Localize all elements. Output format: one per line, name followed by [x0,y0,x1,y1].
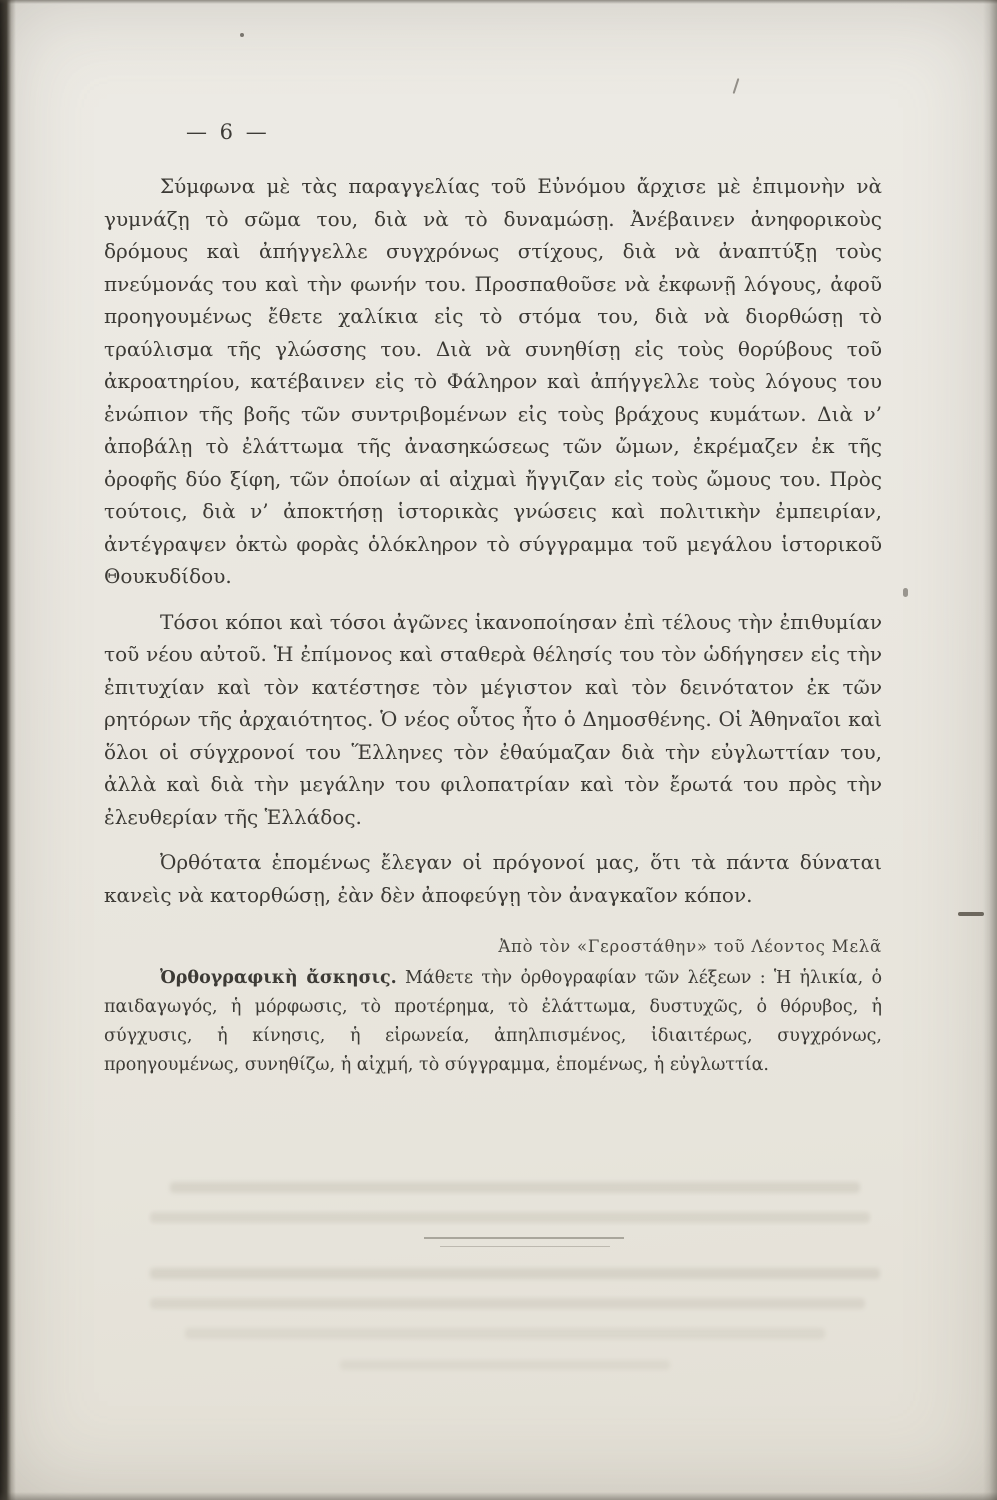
scan-speck [903,588,908,597]
bleed-through-artifact [185,1328,825,1339]
exercise-paragraph [104,964,882,1080]
page-text [104,170,882,1093]
exercise-title: Ὀρθογραφικὴ ἄσκησις. [160,967,397,988]
bleed-through-rule [440,1246,610,1247]
scan-edge-left [0,0,16,1500]
scan-edge-right [983,0,997,1500]
scan-edge-top [0,0,997,4]
bleed-through-artifact [340,1360,670,1370]
attribution: Ἀπὸ τὸν «Γεροστάθην» τοῦ Λέοντος Μελᾶ [498,937,882,956]
bleed-through-artifact [170,1182,860,1193]
bleed-through-artifact [150,1212,870,1223]
margin-mark [958,912,984,916]
paragraph: Σύμφωνα μὲ τὰς παραγγελίας τοῦ Εὐνόμου ἄρχισε μὲ ἐπιμονὴν νὰ γυμνάζῃ τὸ σῶμα του, διὰ νὰ τὸ δυναμώσῃ. Ἀνέβαινεν ἀνηφορικοὺς δρόμους καὶ ἀπήγγελλε συγχρόνως στίχους, διὰ νὰ ἀναπτύξῃ τοὺς πνεύμονάς του καὶ τὴν φωνήν του. Προσπαθοῦσε νὰ ἐκφωνῇ λόγους, ἀφοῦ προηγουμένως ἔθετε χαλίκια εἰς τὸ στόμα του, διὰ νὰ διορθώσῃ τὸ τραύλισμα τῆς γλώσσης του. Διὰ νὰ συνηθίσῃ εἰς τοὺς θορύβους τοῦ ἀκροατηρίου, κατέβαινεν εἰς τὸ Φάληρον καὶ ἀπήγγελλε τοὺς λόγους του ἐνώπιον τῆς βοῆς τῶν συντριβομένων εἰς τοὺς βράχους κυμάτων. Διὰ ν’ ἀποβάλῃ τὸ ἐλάττωμα τῆς ἀνασηκώσεως τῶν ὤμων, ἐκρέμαζεν ἐκ τῆς ὀροφῆς δύο ξίφη, τῶν ὁποίων αἱ αἰχμαὶ ἤγγιζαν εἰς τοὺς ὤμους του. Πρὸς τούτοις, διὰ ν’ ἀποκτήσῃ ἱστορικὰς γνώσεις καὶ πολιτικὴν ἐμπειρίαν, ἀντέγραψεν ὀκτὼ φορὰς ὁλόκληρον τὸ σύγγραμμα τοῦ μεγάλου ἱστορικοῦ Θουκυδίδου. [104,174,882,588]
exercise-body: Μάθετε τὴν ὀρθογραφίαν τῶν λέξεων : Ἡ ἡλικία, ὁ παιδαγωγός, ἡ μόρφωσις, τὸ προτέρημα, τὸ ἐλάττωμα, δυστυχῶς, ὁ θόρυβος, ἡ σύγχυσις, ἡ κίνησις, ἡ εἰρωνεία, ἀπηλπισμένος, ἰδιαιτέρως, συγχρόνως, προηγουμένως, συνηθίζω, ἡ αἰχμή, τὸ σύγγραμμα, ἑπομένως, ἡ εὐγλωττία. [104,967,882,1075]
scan-edge-bottom [0,1492,997,1500]
bleed-through-artifact [150,1298,865,1309]
page-number: — 6 — [186,120,270,144]
scan-speck [733,78,740,94]
paragraph: Ὀρθότατα ἑπομένως ἔλεγαν οἱ πρόγονοί μας, ὅτι τὰ πάντα δύναται κανεὶς νὰ κατορθώσῃ, ἐὰν δὲν ἀποφεύγῃ τὸν ἀναγκαῖον κόπον. [104,850,882,907]
scan-speck [240,33,244,37]
paragraph: Τόσοι κόποι καὶ τόσοι ἀγῶνες ἱκανοποίησαν ἐπὶ τέλους τὴν ἐπιθυμίαν τοῦ νέου αὐτοῦ. Ἡ ἐπίμονος καὶ σταθερὰ θέλησίς του τὸν ὡδήγησεν εἰς τὴν ἐπιτυχίαν καὶ τὸν κατέστησε τὸν μέγιστον καὶ τὸν δεινότατον ἐκ τῶν ρητόρων τῆς ἀρχαιότητος. Ὁ νέος οὗτος ἦτο ὁ Δημοσθένης. Οἱ Ἀθηναῖοι καὶ ὅλοι οἱ σύγχρονοί του Ἕλληνες τὸν ἐθαύμαζαν διὰ τὴν εὐγλωττίαν του, ἀλλὰ καὶ διὰ τὴν μεγάλην του φιλοπατρίαν καὶ τὸν ἔρωτά του πρὸς τὴν ἐλευθερίαν τῆς Ἑλλάδος. [104,609,882,829]
bleed-through-artifact [150,1268,880,1279]
bleed-through-rule [424,1237,624,1239]
